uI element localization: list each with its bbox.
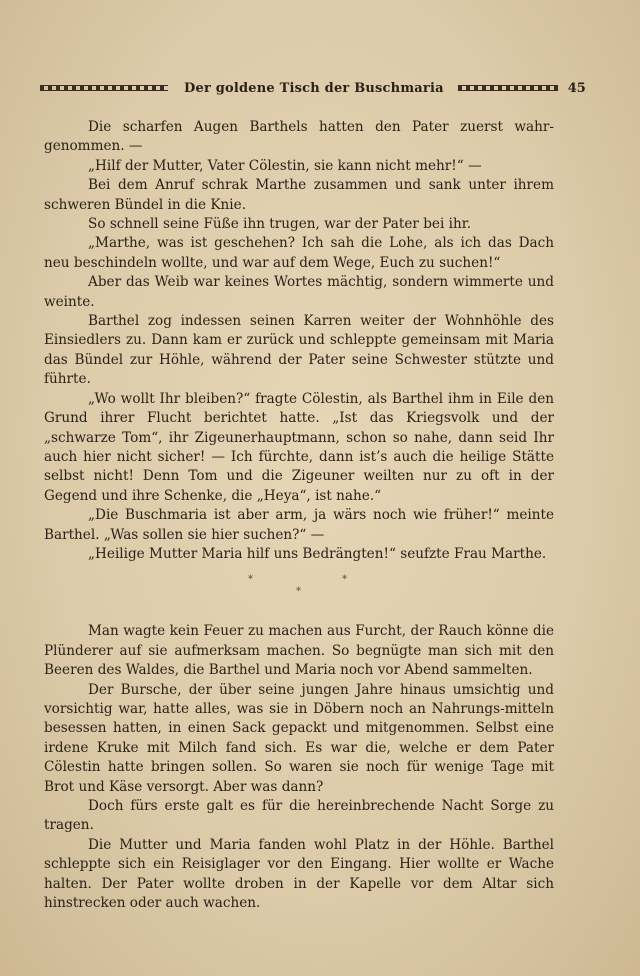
running-title: Der goldene Tisch der Buschmaria — [184, 80, 444, 96]
paragraph: Man wagte kein Feuer zu machen aus Furcht, der Rauch könne die Plünderer auf sie aufmerksam machen. So begnügte man sich mit den Beeren des Waldes, die Barthel und Maria noch vor Abend sammelten. — [44, 623, 554, 679]
paragraph: Bei dem Anruf schrak Marthe zusammen und sank unter ihrem schweren Bündel in die Knie. — [44, 177, 554, 213]
section-break — [44, 564, 554, 622]
paragraph: So schnell seine Füße ihn trugen, war der Pater bei ihr. — [88, 216, 472, 233]
section-break-asterisk: * — [248, 574, 253, 586]
paragraph: Die scharfen Augen Barthels hatten den Pater zuerst wahr-genommen. — — [44, 119, 554, 155]
paragraph: „Heilige Mutter Maria hilf uns Bedrängten!“ seufzte Frau Marthe. — [88, 545, 547, 562]
page-number: 45 — [567, 80, 586, 96]
header-ornament-left — [40, 85, 168, 91]
paragraph: Aber das Weib war keines Wortes mächtig, sondern wimmerte und weinte. — [44, 274, 554, 310]
header-ornament-right — [458, 85, 558, 91]
section-break-asterisk: * — [342, 574, 347, 586]
paragraph: Der Bursche, der über seine jungen Jahre hinaus umsichtig und vorsichtig war, hatte alles, was sie in Döbern noch an Nahrungs-mitteln besessen hatten, in einen Sack gepackt und mitgenommen. Selbst eine irdene Kruke mit Milch fand sich. Es war die, welche er dem Pater Cölestin hatte bringen sollen. So waren sie noch für wenige Tage mit Brot und Käse versorgt. Aber was dann? — [44, 681, 554, 795]
body-text — [44, 118, 554, 913]
paragraph: Doch fürs erste galt es für die hereinbrechende Nacht Sorge zu tragen. — [44, 798, 554, 834]
section-break-asterisk: * — [296, 586, 301, 598]
paragraph: Barthel zog indessen seinen Karren weiter der Wohnhöhle des Einsiedlers zu. Dann kam er zurück und schleppte gemeinsam mit Maria das Bündel zur Höhle, während der Pater seine Schwester stützte und führte. — [44, 313, 554, 388]
paragraph: Die Mutter und Maria fanden wohl Platz in der Höhle. Barthel schleppte sich ein Reisiglager vor den Eingang. Hier wollte er Wache halten. Der Pater wollte droben in der Kapelle vor dem Altar sich hinstrecken oder auch wachen. — [44, 836, 554, 912]
paragraph: „Wo wollt Ihr bleiben?“ fragte Cölestin, als Barthel ihm in Eile den Grund ihrer Flucht berichtet hatte. „Ist das Kriegsvolk und der „schwarze Tom“, ihr Zigeunerhauptmann, schon so nahe, dann seid Ihr auch hier nicht sicher! — Ich fürchte, dann ist’s auch die heilige Stätte selbst nicht! Denn Tom und die Zigeuner weilten nur zu oft in der Gegend und ihre Schenke, die „Heya“, ist nahe.“ — [44, 390, 554, 504]
paragraph: „Die Buschmaria ist aber arm, ja wärs noch wie früher!“ meinte Barthel. „Was sollen sie hier suchen?“ — — [44, 507, 554, 543]
running-header — [40, 78, 586, 98]
paragraph: „Marthe, was ist geschehen? Ich sah die Lohe, als ich das Dach neu beschindeln wollte, und war auf dem Wege, Euch zu suchen!“ — [44, 235, 554, 271]
paragraph: „Hilf der Mutter, Vater Cölestin, sie kann nicht mehr!“ — — [88, 157, 482, 174]
